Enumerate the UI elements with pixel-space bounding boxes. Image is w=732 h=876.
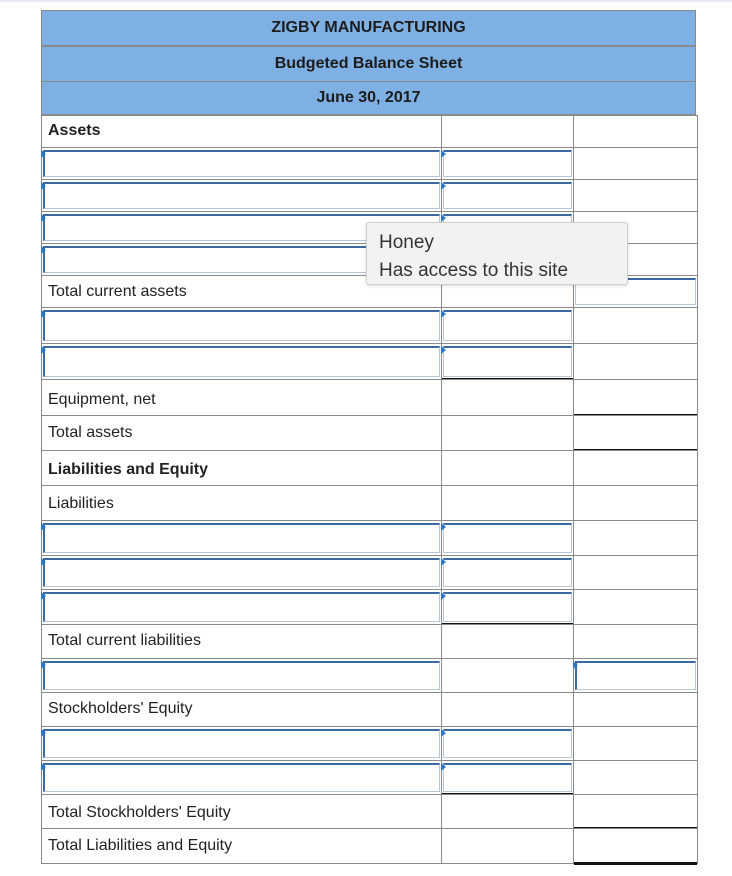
input-marker-icon bbox=[441, 592, 446, 600]
liability-amount-input-1[interactable] bbox=[443, 523, 572, 553]
liability-label-input-2[interactable] bbox=[43, 558, 440, 587]
noncurrent-asset-input-row-1 bbox=[41, 307, 698, 344]
table-row-assets bbox=[41, 115, 698, 148]
input-marker-icon bbox=[41, 150, 46, 158]
liabilities-and-equity-heading: Liabilities and Equity bbox=[48, 461, 209, 478]
input-marker-icon bbox=[41, 558, 46, 566]
equity-input-row-2 bbox=[41, 760, 698, 795]
total-current-liabilities-label: Total current liabilities bbox=[48, 632, 201, 649]
table-row-total-stockholders-equity bbox=[41, 794, 698, 829]
input-marker-icon bbox=[441, 182, 446, 190]
input-marker-icon bbox=[441, 150, 446, 158]
liability-input-row-2 bbox=[41, 555, 698, 590]
total-assets-label: Total assets bbox=[48, 424, 133, 441]
table-row-total-current-liabilities bbox=[41, 624, 698, 659]
long-term-liability-label-input[interactable] bbox=[43, 661, 440, 690]
table-row-total-liabilities-and-equity bbox=[41, 828, 698, 864]
asset-label-input-1[interactable] bbox=[43, 150, 440, 177]
noncurrent-asset-amount-input-1[interactable] bbox=[443, 310, 572, 341]
table-row-equipment-net bbox=[41, 379, 698, 416]
equipment-net-label: Equipment, net bbox=[48, 391, 156, 408]
noncurrent-asset-input-row-2 bbox=[41, 343, 698, 380]
company-name: ZIGBY MANUFACTURING bbox=[271, 19, 466, 36]
input-marker-icon bbox=[41, 592, 46, 600]
long-term-liability-input-row bbox=[41, 658, 698, 693]
input-marker-icon bbox=[441, 346, 446, 354]
liability-amount-input-2[interactable] bbox=[443, 558, 572, 587]
liability-input-row-3 bbox=[41, 589, 698, 625]
total-current-assets-label: Total current assets bbox=[48, 282, 187, 300]
input-marker-icon bbox=[573, 661, 578, 669]
long-term-liability-amount-input[interactable] bbox=[575, 661, 696, 690]
liability-label-input-1[interactable] bbox=[43, 523, 440, 553]
input-marker-icon bbox=[441, 763, 446, 771]
noncurrent-asset-label-input-1[interactable] bbox=[43, 310, 440, 341]
statement-date: June 30, 2017 bbox=[316, 89, 421, 106]
liability-amount-input-3[interactable] bbox=[443, 592, 572, 622]
equity-label-input-1[interactable] bbox=[43, 729, 440, 758]
input-marker-icon bbox=[441, 214, 446, 222]
input-marker-icon bbox=[41, 246, 46, 254]
input-marker-icon bbox=[441, 729, 446, 737]
table-row-total-assets bbox=[41, 415, 698, 451]
table-row-liabilities bbox=[41, 485, 698, 521]
company-name-header bbox=[41, 10, 696, 46]
equity-amount-input-1[interactable] bbox=[443, 729, 572, 758]
tooltip-title: Honey bbox=[379, 232, 434, 253]
asset-input-row-1 bbox=[41, 147, 698, 180]
stockholders-equity-heading: Stockholders' Equity bbox=[48, 700, 193, 717]
honey-extension-tooltip bbox=[366, 222, 628, 285]
table-row-stockholders-equity bbox=[41, 692, 698, 727]
input-marker-icon bbox=[41, 729, 46, 737]
statement-title: Budgeted Balance Sheet bbox=[274, 55, 463, 72]
liability-input-row-1 bbox=[41, 520, 698, 556]
input-marker-icon bbox=[41, 523, 46, 531]
input-marker-icon bbox=[41, 182, 46, 190]
input-marker-icon bbox=[41, 310, 46, 318]
liabilities-heading: Liabilities bbox=[48, 495, 114, 512]
table-row-liabilities-and-equity bbox=[41, 450, 698, 486]
asset-amount-input-2[interactable] bbox=[443, 182, 572, 209]
statement-title-header bbox=[41, 46, 696, 82]
tooltip-text: Has access to this site bbox=[379, 260, 569, 281]
equity-label-input-2[interactable] bbox=[43, 763, 440, 792]
input-marker-icon bbox=[41, 346, 46, 354]
equity-amount-input-2[interactable] bbox=[443, 763, 572, 792]
input-marker-icon bbox=[41, 763, 46, 771]
equity-input-row-1 bbox=[41, 726, 698, 761]
noncurrent-asset-label-input-2[interactable] bbox=[43, 346, 440, 377]
input-marker-icon bbox=[441, 523, 446, 531]
assets-heading: Assets bbox=[48, 122, 101, 139]
input-marker-icon bbox=[441, 558, 446, 566]
input-marker-icon bbox=[441, 310, 446, 318]
input-marker-icon bbox=[41, 214, 46, 222]
statement-date-header bbox=[41, 81, 696, 115]
asset-amount-input-1[interactable] bbox=[443, 150, 572, 177]
total-liabilities-and-equity-label: Total Liabilities and Equity bbox=[48, 837, 233, 854]
asset-input-row-2 bbox=[41, 179, 698, 212]
noncurrent-asset-amount-input-2[interactable] bbox=[443, 346, 572, 377]
total-stockholders-equity-label: Total Stockholders' Equity bbox=[48, 804, 231, 821]
input-marker-icon bbox=[41, 661, 46, 669]
top-divider bbox=[0, 0, 732, 2]
asset-label-input-2[interactable] bbox=[43, 182, 440, 209]
liability-label-input-3[interactable] bbox=[43, 592, 440, 622]
